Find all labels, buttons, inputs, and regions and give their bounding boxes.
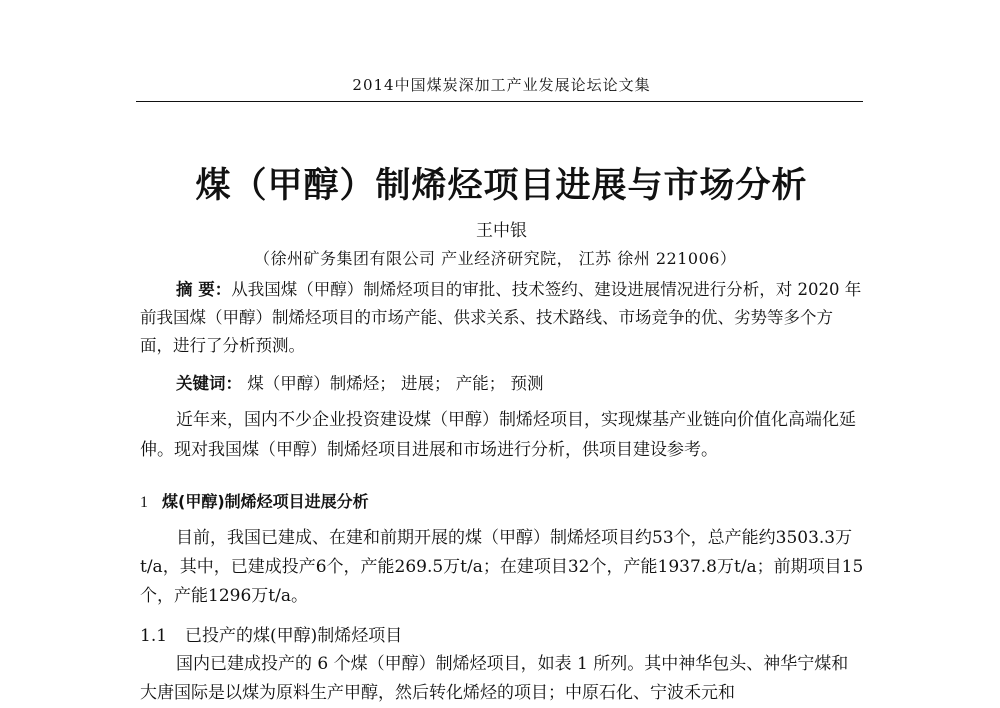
section-heading-1-1	[140, 621, 402, 646]
section-1-paragraph: 目前，我国已建成、在建和前期开展的煤（甲醇）制烯烃项目约53个，总产能约3503.3万t/a，其中，已建成投产6个，产能269.5万t/a；在建项目32个，产能1937.8万t/a；前期项目15个，产能1296万t/a。	[140, 528, 864, 606]
subsection-title: 已投产的煤(甲醇)制烯烃项目	[185, 626, 403, 646]
abstract-label: 摘 要：	[176, 280, 232, 299]
section-number: 1	[140, 494, 148, 511]
section-heading-1	[140, 489, 369, 512]
abstract-text: 从我国煤（甲醇）制烯烃项目的审批、技术签约、建设进展情况进行分析，对 2020 年前我国煤（甲醇）制烯烃项目的市场产能、供求关系、技术路线、市场竞争的优、劣势等多个方面，进行了分析预测。	[140, 280, 862, 355]
author-affiliation: （徐州矿务集团有限公司 产业经济研究院， 江苏 徐州 221006）	[254, 249, 737, 268]
abstract	[140, 276, 864, 360]
subsection-number: 1.1	[140, 626, 168, 646]
header-divider	[136, 101, 863, 102]
keywords	[176, 370, 866, 398]
keywords-label: 关键词：	[176, 374, 242, 393]
intro-paragraph: 近年来，国内不少企业投资建设煤（甲醇）制烯烃项目，实现煤基产业链向价值化高端化延伸。现对我国煤（甲醇）制烯烃项目进展和市场进行分析，供项目建设参考。	[140, 410, 856, 460]
author-name: 王中银	[476, 221, 527, 241]
running-header: 2014中国煤炭深加工产业发展论坛论文集	[352, 76, 651, 94]
paper-title: 煤（甲醇）制烯烃项目进展与市场分析	[195, 166, 808, 206]
keywords-text: 煤（甲醇）制烯烃； 进展； 产能； 预测	[242, 374, 544, 393]
section-1-1-paragraph: 国内已建成投产的 6 个煤（甲醇）制烯烃项目，如表 1 所列。其中神华包头、神华宁煤和大唐国际是以煤为原料生产甲醇，然后转化烯烃的项目；中原石化、宁波禾元和	[140, 654, 849, 703]
section-title: 煤(甲醇)制烯烃项目进展分析	[162, 492, 369, 511]
